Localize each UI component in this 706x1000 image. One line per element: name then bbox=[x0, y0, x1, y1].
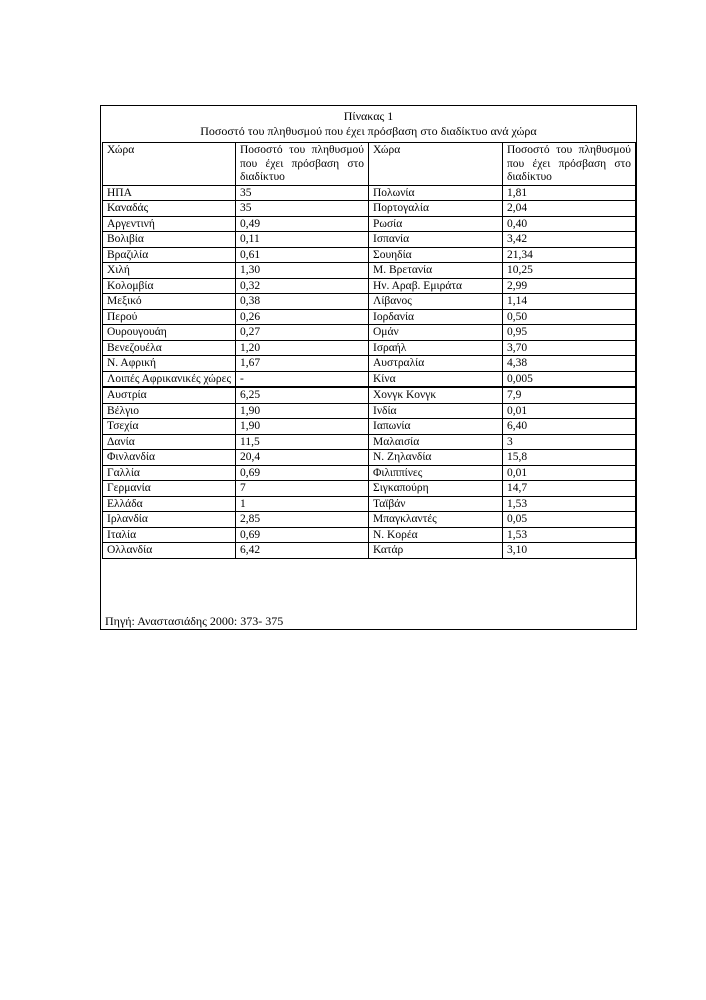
country-left: Γερμανία bbox=[103, 481, 236, 497]
table-row bbox=[103, 496, 636, 512]
country-left: Βολιβία bbox=[103, 232, 236, 248]
country-right: Μπαγκλαντές bbox=[369, 512, 503, 528]
table-row bbox=[103, 434, 636, 450]
country-left: Λοιπές Αφρικανικές χώρες bbox=[103, 371, 236, 387]
value-right: 0,95 bbox=[503, 325, 636, 341]
table-row bbox=[103, 294, 636, 310]
value-left: 35 bbox=[236, 185, 369, 201]
value-left: 0,61 bbox=[236, 247, 369, 263]
country-right: Σιγκαπούρη bbox=[369, 481, 503, 497]
country-left: Γαλλία bbox=[103, 465, 236, 481]
value-left: 2,85 bbox=[236, 512, 369, 528]
value-right: 3 bbox=[503, 434, 636, 450]
table-row bbox=[103, 232, 636, 248]
table-row bbox=[103, 465, 636, 481]
value-right: 1,14 bbox=[503, 294, 636, 310]
country-left: Περού bbox=[103, 309, 236, 325]
internet-access-table bbox=[102, 142, 636, 559]
country-right: Κατάρ bbox=[369, 543, 503, 559]
table-row bbox=[103, 309, 636, 325]
country-right: Κίνα bbox=[369, 371, 503, 387]
header-country-left: Χώρα bbox=[103, 143, 236, 186]
value-right: 15,8 bbox=[503, 450, 636, 466]
table-row bbox=[103, 527, 636, 543]
country-left: Ιταλία bbox=[103, 527, 236, 543]
table-row bbox=[103, 263, 636, 279]
country-left: Βέλγιο bbox=[103, 403, 236, 419]
table-row bbox=[103, 512, 636, 528]
country-left: Καναδάς bbox=[103, 201, 236, 217]
country-left: Χιλή bbox=[103, 263, 236, 279]
value-left: 0,49 bbox=[236, 216, 369, 232]
country-left: Αυστρία bbox=[103, 387, 236, 403]
country-left: Τσεχία bbox=[103, 419, 236, 435]
value-left: 0,69 bbox=[236, 465, 369, 481]
value-left: 0,32 bbox=[236, 278, 369, 294]
table-row bbox=[103, 356, 636, 372]
country-left: Βενεζουέλα bbox=[103, 340, 236, 356]
country-right: Πορτογαλία bbox=[369, 201, 503, 217]
value-left: 1,90 bbox=[236, 403, 369, 419]
source-note: Πηγή: Αναστασιάδης 2000: 373- 375 bbox=[105, 614, 284, 628]
table-row bbox=[103, 201, 636, 217]
country-right: Ρωσία bbox=[369, 216, 503, 232]
country-left: ΗΠΑ bbox=[103, 185, 236, 201]
value-right: 7,9 bbox=[503, 387, 636, 403]
value-right: 3,42 bbox=[503, 232, 636, 248]
country-left: Δανία bbox=[103, 434, 236, 450]
table-row bbox=[103, 216, 636, 232]
country-left: Ν. Αφρική bbox=[103, 356, 236, 372]
value-left: 0,38 bbox=[236, 294, 369, 310]
header-percent-right: Ποσοστό του πληθυσμού που έχει πρόσβαση στο διαδίκτυο bbox=[503, 143, 636, 186]
country-right: Ισραήλ bbox=[369, 340, 503, 356]
country-left: Κολομβία bbox=[103, 278, 236, 294]
value-left: 6,25 bbox=[236, 387, 369, 403]
header-percent-left: Ποσοστό του πληθυσμού που έχει πρόσβαση στο διαδίκτυο bbox=[236, 143, 369, 186]
table-row bbox=[103, 278, 636, 294]
table-title: Ποσοστό του πληθυσμού που έχει πρόσβαση στο διαδίκτυο ανά χώρα bbox=[200, 124, 537, 138]
value-right: 1,53 bbox=[503, 496, 636, 512]
country-right: Ομάν bbox=[369, 325, 503, 341]
value-right: 2,99 bbox=[503, 278, 636, 294]
value-left: 1,67 bbox=[236, 356, 369, 372]
header-country-right: Χώρα bbox=[369, 143, 503, 186]
value-left: 1,20 bbox=[236, 340, 369, 356]
value-right: 1,81 bbox=[503, 185, 636, 201]
value-left: 0,69 bbox=[236, 527, 369, 543]
country-right: Χονγκ Κονγκ bbox=[369, 387, 503, 403]
table-row bbox=[103, 387, 636, 403]
value-left: 11,5 bbox=[236, 434, 369, 450]
country-left: Μεξικό bbox=[103, 294, 236, 310]
country-left: Ουρουγουάη bbox=[103, 325, 236, 341]
table-number: Πίνακας 1 bbox=[343, 109, 394, 123]
value-right: 0,50 bbox=[503, 309, 636, 325]
table-caption bbox=[101, 109, 636, 139]
country-right: Ινδία bbox=[369, 403, 503, 419]
country-right: Ιαπωνία bbox=[369, 419, 503, 435]
country-right: Πολωνία bbox=[369, 185, 503, 201]
value-right: 3,70 bbox=[503, 340, 636, 356]
country-right: Ην. Αραβ. Εμιράτα bbox=[369, 278, 503, 294]
value-right: 0,40 bbox=[503, 216, 636, 232]
value-left: 1,30 bbox=[236, 263, 369, 279]
table-row bbox=[103, 403, 636, 419]
country-right: Ισπανία bbox=[369, 232, 503, 248]
table-row bbox=[103, 450, 636, 466]
table-row bbox=[103, 371, 636, 387]
value-right: 10,25 bbox=[503, 263, 636, 279]
country-left: Ολλανδία bbox=[103, 543, 236, 559]
table-row bbox=[103, 325, 636, 341]
table-row bbox=[103, 247, 636, 263]
value-left: - bbox=[236, 371, 369, 387]
country-right: Ν. Ζηλανδία bbox=[369, 450, 503, 466]
value-left: 1 bbox=[236, 496, 369, 512]
country-right: Μ. Βρετανία bbox=[369, 263, 503, 279]
table-row bbox=[103, 185, 636, 201]
table-row bbox=[103, 481, 636, 497]
table-row bbox=[103, 543, 636, 559]
value-left: 20,4 bbox=[236, 450, 369, 466]
country-left: Ελλάδα bbox=[103, 496, 236, 512]
value-right: 2,04 bbox=[503, 201, 636, 217]
value-right: 3,10 bbox=[503, 543, 636, 559]
value-right: 1,53 bbox=[503, 527, 636, 543]
country-left: Ιρλανδία bbox=[103, 512, 236, 528]
value-left: 1,90 bbox=[236, 419, 369, 435]
header-row bbox=[103, 143, 636, 186]
value-right: 0,005 bbox=[503, 371, 636, 387]
value-left: 0,26 bbox=[236, 309, 369, 325]
value-left: 0,11 bbox=[236, 232, 369, 248]
value-right: 14,7 bbox=[503, 481, 636, 497]
value-right: 0,01 bbox=[503, 465, 636, 481]
country-right: Λίβανος bbox=[369, 294, 503, 310]
country-right: Ν. Κορέα bbox=[369, 527, 503, 543]
value-right: 0,05 bbox=[503, 512, 636, 528]
value-right: 21,34 bbox=[503, 247, 636, 263]
value-right: 4,38 bbox=[503, 356, 636, 372]
country-right: Φιλιππίνες bbox=[369, 465, 503, 481]
value-left: 0,27 bbox=[236, 325, 369, 341]
value-right: 6,40 bbox=[503, 419, 636, 435]
value-left: 6,42 bbox=[236, 543, 369, 559]
table-row bbox=[103, 340, 636, 356]
country-left: Αργεντινή bbox=[103, 216, 236, 232]
country-left: Βραζιλία bbox=[103, 247, 236, 263]
country-right: Σουηδία bbox=[369, 247, 503, 263]
value-left: 35 bbox=[236, 201, 369, 217]
table-frame bbox=[100, 105, 637, 630]
value-left: 7 bbox=[236, 481, 369, 497]
country-right: Ιορδανία bbox=[369, 309, 503, 325]
country-right: Μαλαισία bbox=[369, 434, 503, 450]
value-right: 0,01 bbox=[503, 403, 636, 419]
country-left: Φινλανδία bbox=[103, 450, 236, 466]
country-right: Αυστραλία bbox=[369, 356, 503, 372]
table-row bbox=[103, 419, 636, 435]
country-right: Ταϊβάν bbox=[369, 496, 503, 512]
